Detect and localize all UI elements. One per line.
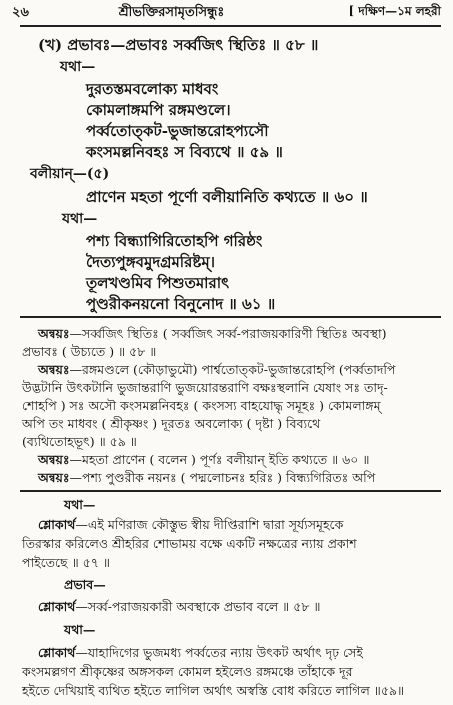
page-number: ২৬ [12, 4, 29, 20]
commentary-line: অন্বয়ঃ—রঙ্গমণ্ডলে (কৌড়াভুমৌ) পার্শ্বতোত্কট-ভুজান্তরোহপি (পর্ব্বতাদপি [38, 362, 396, 377]
translation-line: যথা— [64, 497, 96, 512]
header-rule [20, 25, 441, 27]
commentary-line: উদ্ভটানি উৎকটানি ভুজান্তরাণি ভুজয়োরন্তরাণি বক্ষঃস্থলানি যেষাং সঃ তাদৃ- [22, 380, 388, 395]
book-title: শ্রীভক্তিরসামৃতসিন্ধুঃ [118, 4, 225, 20]
commentary-line: (ব্যথিতোহভূৎ) ॥ ৫৯ ॥ [22, 434, 137, 449]
translation-line: প্রভাব— [64, 577, 106, 592]
commentary-line: প্রভাবঃ ( উচ্যতে ) ॥ ৫৮ ॥ [22, 344, 157, 359]
verse-line: দুরতস্তমবলোক্য মাধবং [86, 80, 219, 98]
verse-line: পশ্য বিন্ধ্যাগিরিতোহপি গরিষ্ঠং [86, 232, 263, 250]
verse-line: কোমলাঙ্গমপি রঙ্গমণ্ডলে। [86, 101, 231, 119]
verse-line: তূলখণ্ডমিব পিশুতমারাৎ [86, 274, 230, 292]
translation-line: শ্লোকার্থ—এই মণিরাজ কৌস্তুভ স্বীয় দীপ্তিরাশি দ্বারা সূর্য্যসমূহকে [38, 517, 344, 532]
translation-line: হইতে দেখিয়াই ব্যথিত হইতে লাগিল অর্থাৎ অস্বস্তি বোধ করিতে লাগিল ॥৫৯॥ [22, 683, 405, 698]
verse-line: যথা— [62, 211, 98, 227]
commentary-line: শোহপি ) সঃ অসৌ কংসমল্লনিবহঃ ( কংসস্য বাহযোদ্ধৃ সমূহঃ ) কোমলাঙ্গম্ [22, 398, 381, 413]
verse-line: (খ) প্রভাবঃ—প্রভাবঃ সর্ব্বজিৎ স্থিতিঃ ॥ ৫৮ ॥ [38, 36, 319, 54]
commentary-line: অপি তং মাধবং ( শ্রীকৃষ্ণং ) দূরতঃ অবলোক্য ( দৃষ্টা ) বিব্যথে [22, 416, 321, 431]
verse-line: প্রাণেন মহতা পূর্ণো বলীয়ানিতি কথ্যতে ॥ ৬০ ॥ [86, 188, 368, 206]
commentary-line: অন্বয়ঃ—সর্ব্বজিৎ স্থিতিঃ ( সর্ব্বজিৎ সর্ব্ব-পরাজয়কারিণী স্থিতিঃ অবস্থা) [38, 326, 387, 341]
section-rule [20, 490, 441, 492]
verse-line: বলীয়ান্—(৫) [30, 166, 110, 182]
translation-line: যথা— [64, 622, 96, 637]
verse-line: পর্ব্বতোত্কট-ভুজান্তরোহপ্যসৌ [86, 122, 269, 140]
commentary-line: অন্বয়ঃ—পশ্য পুণ্ডরীক নয়নঃ ( পদ্মলোচনঃ হরিঃ ) বিন্ধ্যগিরিতঃ অপি [38, 470, 376, 485]
verse-line: কংসমল্লনিবহঃ স বিব্যথে ॥ ৫৯ ॥ [86, 143, 283, 161]
commentary-line: অন্বয়ঃ—মহতা প্রাণেন ( বলেন ) পূর্ণঃ বলীয়ান্ ইতি কথ্যতে ॥ ৬০ ॥ [38, 452, 370, 467]
translation-line: শ্লোকার্থ—সর্ব্ব-পরাজয়কারী অবস্থাকে প্রভাব বলে ॥ ৫৮ ॥ [38, 599, 321, 614]
translation-line: পাইতেছে ॥ ৫৭ ॥ [22, 555, 110, 570]
section-label: [ দক্ষিণ—১ম লহরী [348, 4, 441, 18]
section-rule [20, 316, 441, 318]
verse-line: যথা— [60, 59, 96, 75]
translation-line: শ্লোকার্থ—যাহাদিগের ভুজমধ্য পর্ব্বতের ন্যায় উৎকট অর্থাৎ দৃঢ় সেই [38, 645, 363, 660]
verse-line: দৈত্যপুঙ্গবমুদগ্রমরিষ্টম্। [86, 253, 216, 271]
running-header [12, 2, 441, 24]
translation-line: কংসমল্লগণ শ্রীকৃষ্ণের অঙ্গসকল কোমল হইলেও রঙ্গমঞ্চে তাঁহাকে দূর [22, 664, 353, 679]
translation-line: তিরস্কার করিলেও শ্রীহরির শোভাময় বক্ষে একটি নক্ষত্রের ন্যায় প্রকাশ [22, 536, 357, 551]
verse-line: পুণ্ডরীকনয়নো বিনুনোদ ॥ ৬১ ॥ [86, 295, 276, 313]
